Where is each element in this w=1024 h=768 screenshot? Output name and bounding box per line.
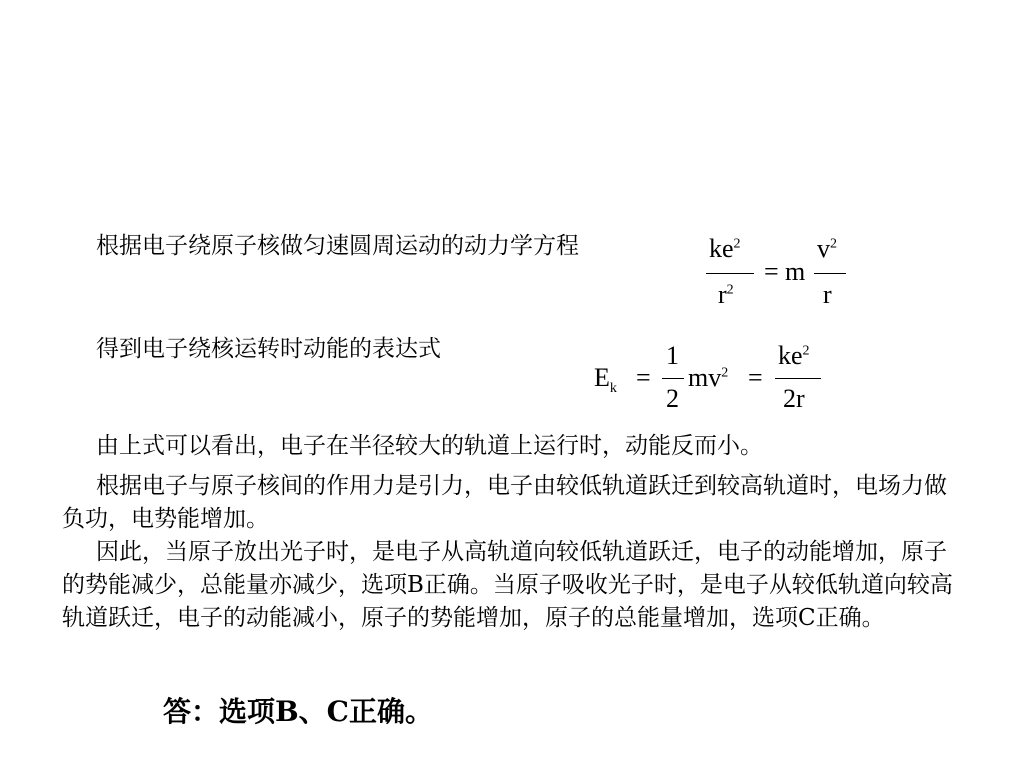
eq1-rhs-fraction-bar: [814, 273, 846, 274]
eq1-rhs-numerator-exp: 2: [830, 236, 837, 252]
eq2-E: E: [594, 363, 610, 392]
eq2-E-subscript: k: [609, 381, 617, 397]
eq1-equals: =: [764, 257, 779, 286]
eq1-lhs-fraction-bar: [706, 273, 754, 274]
paragraph-1-text: 由上式可以看出，电子在半径较大的轨道上运行时，动能反而小。: [96, 433, 763, 459]
eq1-lhs-numerator: ke: [709, 234, 734, 263]
eq1-rhs-numerator: v: [817, 234, 830, 263]
paragraph-kinetic-energy: [62, 430, 962, 463]
eq2-intro-text: 得到电子绕核运转时动能的表达式: [96, 336, 441, 362]
answer-line: 答：选项B、C正确。: [163, 695, 433, 728]
eq1-intro-text: 根据电子绕原子核做匀速圆周运动的动力学方程: [96, 233, 579, 259]
paragraph-potential-energy: [62, 470, 962, 536]
eq2-half-fraction-bar: [662, 378, 684, 379]
paragraph-conclusion: [62, 536, 962, 635]
eq1-lhs-numerator-exp: 2: [733, 236, 741, 252]
eq1-lhs-denominator-exp: 2: [726, 282, 734, 298]
eq2-half-denominator: 2: [666, 384, 679, 413]
eq2-equals-b: =: [748, 363, 763, 392]
eq2-rhs-numerator: ke: [778, 341, 803, 370]
eq2-half-numerator: 1: [666, 341, 679, 370]
paragraph-2-text: 根据电子与原子核间的作用力是引力，电子由较低轨道跃迁到较高轨道时，电场力做负功，电势能增加。: [62, 473, 947, 532]
eq2-mv-exp: 2: [721, 365, 729, 381]
eq2-mv: mv: [688, 363, 722, 392]
eq2-equals-a: =: [636, 363, 651, 392]
eq1-mass: m: [785, 257, 806, 286]
eq2-rhs-numerator-exp: 2: [802, 343, 810, 359]
eq1-rhs-denominator: r: [823, 280, 832, 309]
paragraph-3-text: 因此，当原子放出光子时，是电子从高轨道向较低轨道跃迁，电子的动能增加，原子的势能减少，总能量亦减少，选项B正确。当原子吸收光子时，是电子从较低轨道向较高轨道跃迁，电子的动能减小，原子的势能增加，原子的总能量增加，选项C正确。: [62, 539, 953, 631]
eq1-lhs-denominator: r: [718, 280, 727, 309]
eq2-rhs-denominator: 2r: [783, 384, 805, 413]
eq2-rhs-fraction-bar: [775, 378, 821, 379]
